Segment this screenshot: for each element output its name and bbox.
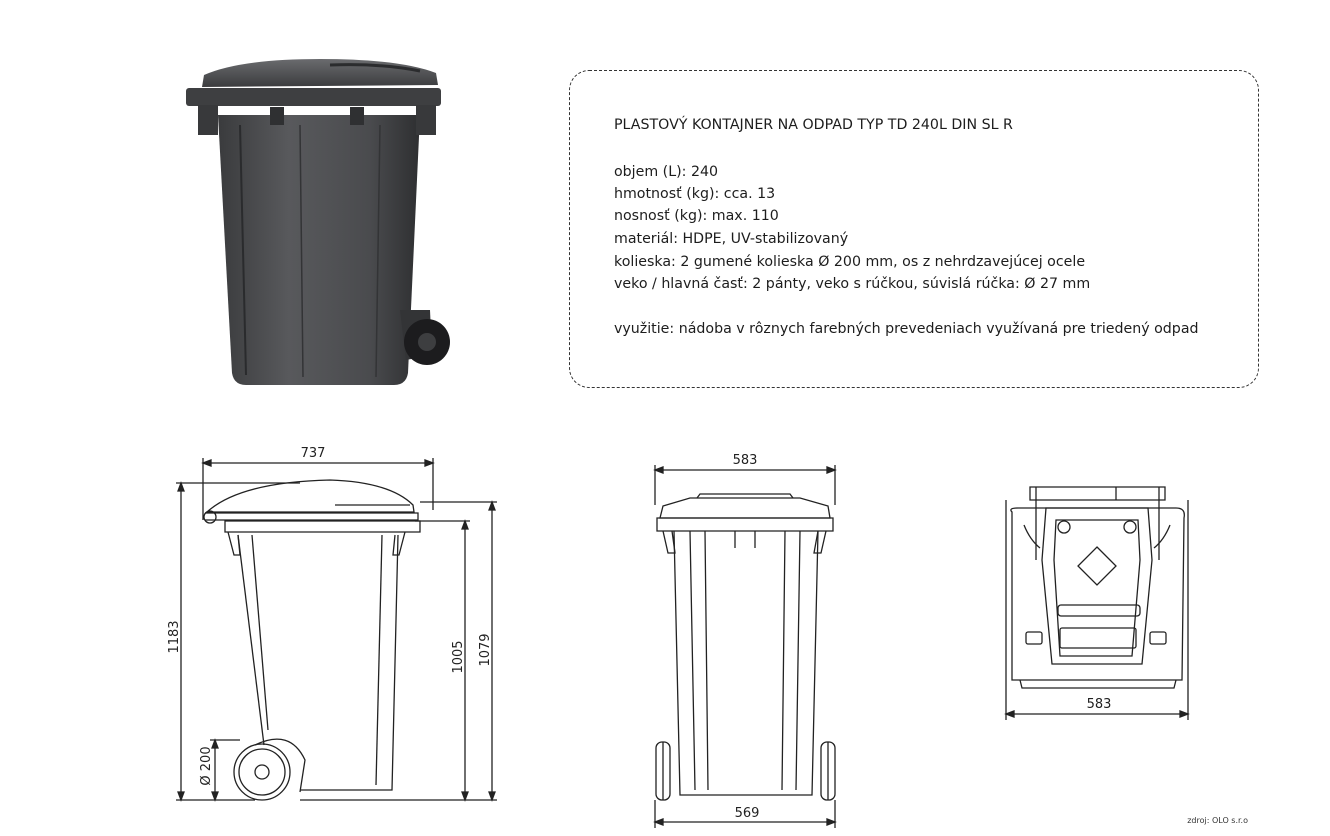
dim-side-lid-height: 1079	[478, 633, 493, 667]
spec-load: nosnosť (kg): max. 110	[614, 208, 779, 224]
spec-usage: využitie: nádoba v rôznych farebných prevedeniach využívaná pre triedený odpad	[614, 321, 1199, 337]
spec-weight: hmotnosť (kg): cca. 13	[614, 186, 776, 202]
spec-volume: objem (L): 240	[614, 164, 719, 180]
spec-material: materiál: HDPE, UV-stabilizovaný	[614, 231, 849, 247]
source-note: zdroj: OLO s.r.o	[1187, 816, 1248, 825]
dim-side-width: 737	[300, 446, 326, 461]
spec-wheels: kolieska: 2 gumené kolieska Ø 200 mm, os z nehrdzavejúcej ocele	[614, 254, 1086, 270]
spec-title: PLASTOVÝ KONTAJNER NA ODPAD TYP TD 240L DIN SL R	[614, 117, 1013, 133]
dim-front-top-width: 583	[732, 453, 758, 468]
dim-side-total-height: 1183	[167, 620, 182, 654]
dim-side-body-height: 1005	[451, 640, 466, 674]
dim-top-view-width: 583	[1086, 697, 1112, 712]
dim-wheel-diameter: Ø 200	[199, 746, 214, 786]
side-view-drawing	[176, 458, 497, 800]
top-view-drawing	[1006, 487, 1188, 720]
front-view-drawing	[655, 465, 835, 828]
dim-front-bottom-width: 569	[734, 806, 760, 821]
spec-lid: veko / hlavná časť: 2 pánty, veko s rúčkou, súvislá rúčka: Ø 27 mm	[614, 276, 1091, 292]
